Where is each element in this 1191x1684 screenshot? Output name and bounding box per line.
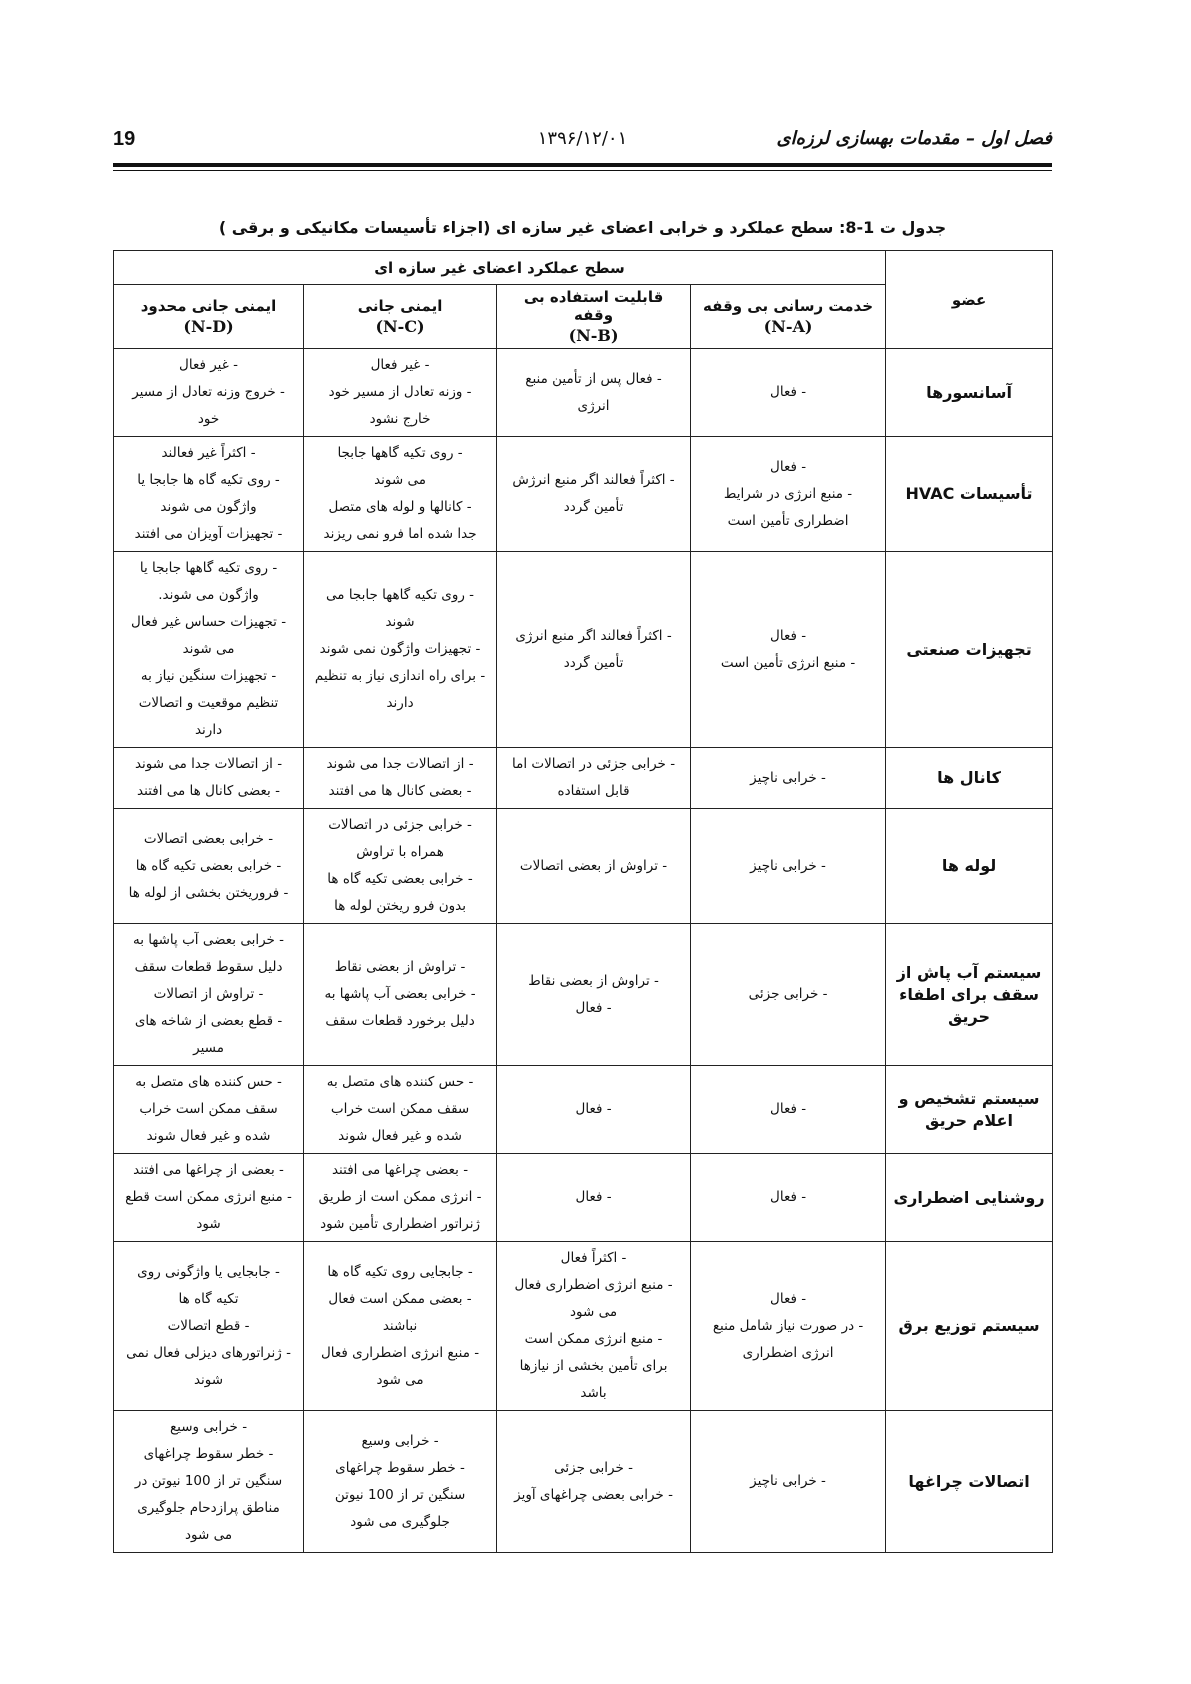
performance-cell <box>114 1066 304 1154</box>
performance-cell <box>114 924 304 1066</box>
level-header <box>497 285 691 349</box>
cell-line: اضطراری تأمین است <box>727 512 849 529</box>
cell-line: - بعضی کانال ها می افتند <box>328 783 472 799</box>
cell-line: - فعال <box>770 627 807 644</box>
level-code: (N-B) <box>568 326 619 345</box>
cell-line: - اکثراً فعال <box>560 1250 627 1266</box>
performance-cell <box>304 748 497 809</box>
cell-line: می شود <box>376 1371 424 1388</box>
page-number: 19 <box>113 128 136 150</box>
cell-line: - از اتصالات جدا می شوند <box>134 756 283 772</box>
performance-cell <box>304 437 497 552</box>
cell-line: - حس کننده های متصل به <box>326 1074 474 1090</box>
level-label: خدمت رسانی بی وقفه <box>703 297 874 315</box>
header-rule-thin <box>113 170 1052 171</box>
cell-line: - تجهیزات سنگین نیاز به <box>140 668 277 684</box>
cell-line: - فعال <box>575 999 612 1016</box>
performance-cell <box>497 349 691 437</box>
performance-cell <box>691 349 886 437</box>
cell-line: - خرابی ناچیز <box>750 857 826 874</box>
cell-line: ژنراتور اضطراری تأمین شود <box>320 1216 481 1232</box>
cell-line: مسیر <box>193 1040 224 1056</box>
cell-line: - غیر فعال <box>370 357 430 373</box>
cell-line: تنظیم موقعیت و اتصالات <box>138 695 279 711</box>
level-code: (N-A) <box>763 317 813 336</box>
level-header <box>691 285 886 349</box>
cell-line: - خطر سقوط چراغهای <box>143 1446 274 1462</box>
cell-line: - ژنراتورهای دیزلی فعال نمی <box>126 1344 291 1361</box>
header-rule-thick <box>113 163 1052 167</box>
performance-cell <box>497 1154 691 1242</box>
performance-cell <box>691 1066 886 1154</box>
cell-line: انرژی <box>577 397 610 414</box>
cell-line: بدون فرو ریختن لوله ها <box>334 898 466 914</box>
table-body <box>114 349 1053 1553</box>
cell-line: - انرژی ممکن است از طریق <box>318 1189 482 1205</box>
cell-line: - فعال <box>770 1189 807 1205</box>
performance-cell <box>114 349 304 437</box>
member-cell: روشنایی اضطراری <box>886 1154 1053 1242</box>
cell-line: واژگون می شوند <box>160 499 257 515</box>
performance-cell <box>691 748 886 809</box>
level-label: ایمنی جانی محدود <box>140 297 277 315</box>
table-row <box>114 924 1053 1066</box>
cell-line: - منبع انرژی اضطراری فعال <box>320 1344 480 1361</box>
table-row <box>114 1066 1053 1154</box>
performance-cell <box>114 1411 304 1553</box>
performance-cell <box>304 349 497 437</box>
cell-line: سقف ممکن است خراب <box>330 1101 470 1117</box>
performance-cell <box>497 552 691 748</box>
cell-line: - برای راه اندازی نیاز به تنظیم <box>314 668 486 684</box>
cell-line: - خرابی بعضی چراغهای آویز <box>514 1486 673 1503</box>
cell-line: دارند <box>194 722 223 738</box>
table-row <box>114 748 1053 809</box>
performance-cell <box>304 1154 497 1242</box>
cell-line: شوند <box>385 614 415 630</box>
cell-line: - بعضی ممکن است فعال <box>328 1290 472 1307</box>
cell-line: - خرابی وسیع <box>169 1419 248 1435</box>
cell-line: شود <box>196 1216 221 1232</box>
cell-line: - قطع اتصالات <box>167 1317 250 1334</box>
cell-line: - اکثراً فعالند اگر منبع انرژش <box>512 472 675 488</box>
performance-cell <box>114 552 304 748</box>
cell-line: - حس کننده های متصل به <box>135 1074 282 1090</box>
cell-line: - خرابی ناچیز <box>750 1473 826 1489</box>
performance-cell <box>114 1242 304 1411</box>
performance-cell <box>304 1411 497 1553</box>
cell-line: تأمین گردد <box>563 499 624 515</box>
member-cell: لوله ها <box>886 809 1053 924</box>
cell-line: - منبع انرژی در شرایط <box>723 485 853 502</box>
levels-header: سطح عملکرد اعضای غیر سازه ای <box>114 251 886 285</box>
cell-line: می شود <box>570 1304 618 1320</box>
cell-line: - فعال <box>575 1189 612 1205</box>
table-row <box>114 1154 1053 1242</box>
level-code: (N-D) <box>183 317 234 336</box>
cell-line: - فعال <box>575 1101 612 1117</box>
performance-cell <box>114 1154 304 1242</box>
cell-line: - تراوش از اتصالات <box>153 986 264 1002</box>
cell-line: - بعضی از چراغها می افتند <box>133 1162 284 1178</box>
header-date: ۱۳۹۶/۱۲/۰۱ <box>537 128 628 149</box>
cell-line: - تراوش از بعضی نقاط <box>528 972 659 989</box>
cell-line: - غیر فعال <box>179 357 238 373</box>
cell-line: شوند <box>193 1371 224 1388</box>
cell-line: - تراوش از بعضی اتصالات <box>519 857 668 874</box>
table-caption: جدول ت 1-8: سطح عملکرد و خرابی اعضای غیر سازه ای (اجزاء تأسیسات مکانیکی و برقی ) <box>218 218 947 237</box>
performance-cell <box>304 552 497 748</box>
table-row <box>114 809 1053 924</box>
cell-line: - تراوش از بعضی نقاط <box>334 959 466 975</box>
member-cell: سیستم توزیع برق <box>886 1242 1053 1411</box>
cell-line: - خرابی ناچیز <box>750 769 826 786</box>
level-label: قابلیت استفاده بی وقفه <box>523 288 664 324</box>
cell-line: - اکثراً فعالند اگر منبع انرژی <box>515 627 672 644</box>
cell-line: - خروج وزنه تعادل از مسیر <box>132 384 285 400</box>
member-cell: تأسیسات HVAC <box>886 437 1053 552</box>
cell-line: - روی تکیه گاه ها جابجا یا <box>137 472 280 488</box>
cell-line: باشد <box>580 1385 607 1401</box>
cell-line: - فعال <box>770 1101 807 1117</box>
cell-line: - تجهیزات واژگون نمی شوند <box>319 641 481 657</box>
cell-line: - خرابی جزئی <box>748 986 828 1002</box>
level-code: (N-C) <box>375 317 425 336</box>
cell-line: - خطر سقوط چراغهای <box>335 1459 465 1476</box>
cell-line: قابل استفاده <box>557 783 630 799</box>
cell-line: - روی تکیه گاهها جابجا <box>337 445 463 461</box>
performance-cell <box>691 1411 886 1553</box>
chapter-title: فصل اول – مقدمات بهسازی لرزه‌ای <box>776 128 1052 149</box>
cell-line: خود <box>197 411 220 427</box>
cell-line: تأمین گردد <box>563 654 624 671</box>
level-header <box>304 285 497 349</box>
cell-line: - منبع انرژی ممکن است قطع <box>125 1189 292 1205</box>
cell-line: - منبع انرژی ممکن است <box>524 1331 663 1347</box>
performance-cell <box>691 552 886 748</box>
cell-line: - خرابی بعضی آب پاشها به <box>324 986 476 1002</box>
cell-line: شده و غیر فعال شوند <box>338 1128 462 1144</box>
cell-line: مناطق پرازدحام جلوگیری <box>137 1500 280 1516</box>
performance-cell <box>114 748 304 809</box>
cell-line: سقف ممکن است خراب <box>139 1101 278 1117</box>
table-row <box>114 1242 1053 1411</box>
performance-cell <box>497 748 691 809</box>
member-cell: تجهیزات صنعتی <box>886 552 1053 748</box>
performance-table <box>113 250 1053 1553</box>
cell-line: - فعال <box>770 458 807 475</box>
cell-line: - خرابی بعضی آب پاشها به <box>132 932 285 948</box>
table-row <box>114 1411 1053 1553</box>
cell-line: همراه با تراوش <box>356 844 444 860</box>
cell-line: - منبع انرژی اضطراری فعال <box>514 1277 673 1293</box>
cell-line: - فروریختن بخشی از لوله ها <box>128 884 289 901</box>
cell-line: - قطع بعضی از شاخه های <box>134 1013 283 1029</box>
cell-line: - خرابی جزئی <box>554 1459 633 1476</box>
cell-line: - در صورت نیاز شامل منبع <box>712 1317 864 1334</box>
cell-line: - فعال <box>770 1290 807 1307</box>
performance-cell <box>497 924 691 1066</box>
table-row <box>114 552 1053 748</box>
cell-line: - تجهیزات آویزان می افتند <box>134 526 283 542</box>
cell-line: برای تأمین بخشی از نیازها <box>519 1358 668 1374</box>
cell-line: سنگین تر از 100 نیوتن <box>334 1486 466 1503</box>
member-cell: اتصالات چراغها <box>886 1411 1053 1553</box>
table-row <box>114 349 1053 437</box>
cell-line: سنگین تر از 100 نیوتن در <box>134 1473 283 1489</box>
cell-line: جدا شده اما فرو نمی ریزند <box>323 526 477 542</box>
cell-line: واژگون می شوند. <box>158 587 259 603</box>
cell-line: دلیل برخورد قطعات سقف <box>325 1013 475 1029</box>
cell-line: - خرابی وسیع <box>361 1432 439 1449</box>
cell-line: دلیل سقوط قطعات سقف <box>134 959 283 975</box>
cell-line: - از اتصالات جدا می شوند <box>326 756 474 772</box>
performance-cell <box>691 809 886 924</box>
cell-line: - جابجایی روی تکیه گاه ها <box>327 1263 473 1280</box>
cell-line: - فعال پس از تأمین منبع <box>525 370 662 387</box>
performance-cell <box>304 924 497 1066</box>
performance-cell <box>114 437 304 552</box>
cell-line: - خرابی بعضی اتصالات <box>143 830 274 847</box>
cell-line: - روی تکیه گاهها جابجا می <box>326 587 475 603</box>
member-cell: سیستم تشخیص و اعلام حریق <box>886 1066 1053 1154</box>
performance-cell <box>691 437 886 552</box>
cell-line: می شود <box>184 1527 233 1543</box>
performance-cell <box>497 437 691 552</box>
cell-line: - روی تکیه گاهها جابجا یا <box>139 560 278 576</box>
cell-line: انرژی اضطراری <box>742 1344 834 1361</box>
cell-line: - خرابی جزئی در اتصالات <box>328 817 472 833</box>
performance-cell <box>691 1154 886 1242</box>
member-cell: آسانسورها <box>886 349 1053 437</box>
performance-cell <box>497 1242 691 1411</box>
performance-cell <box>304 809 497 924</box>
performance-cell <box>304 1242 497 1411</box>
cell-line: - کانالها و لوله های متصل <box>328 499 472 515</box>
member-cell: سیستم آب پاش از سقف برای اطفاء حریق <box>886 924 1053 1066</box>
performance-cell <box>691 1242 886 1411</box>
member-header: عضو <box>886 251 1053 349</box>
cell-line: - تجهیزات حساس غیر فعال <box>130 614 287 630</box>
level-label: ایمنی جانی <box>357 297 443 315</box>
performance-cell <box>497 809 691 924</box>
cell-line: دارند <box>386 695 414 711</box>
cell-line: تکیه گاه ها <box>178 1290 239 1307</box>
member-cell: کانال ها <box>886 748 1053 809</box>
cell-line: - بعضی کانال ها می افتند <box>137 783 280 799</box>
cell-line: می شوند <box>374 472 426 488</box>
cell-line: - خرابی بعضی تکیه گاه ها <box>135 857 282 874</box>
performance-cell <box>497 1411 691 1553</box>
cell-line: - جابجایی یا واژگونی روی <box>137 1263 280 1280</box>
performance-cell <box>497 1066 691 1154</box>
cell-line: - وزنه تعادل از مسیر خود <box>328 384 472 400</box>
cell-line: شده و غیر فعال شوند <box>146 1128 271 1144</box>
performance-cell <box>691 924 886 1066</box>
cell-line: - منبع انرژی تأمین است <box>720 654 856 671</box>
cell-line: - بعضی چراغها می افتند <box>331 1162 469 1178</box>
cell-line: - اکثراً غیر فعالند <box>161 445 256 461</box>
cell-line: - خرابی جزئی در اتصالات اما <box>512 756 676 772</box>
cell-line: جلوگیری می شود <box>350 1513 450 1530</box>
table-row <box>114 437 1053 552</box>
cell-line: - فعال <box>770 384 807 400</box>
cell-line: نباشند <box>382 1317 418 1334</box>
cell-line: - خرابی بعضی تکیه گاه ها <box>327 871 473 887</box>
cell-line: می شوند <box>182 641 235 657</box>
performance-cell <box>304 1066 497 1154</box>
level-header <box>114 285 304 349</box>
cell-line: خارج نشود <box>369 411 431 427</box>
page-header <box>113 128 1052 168</box>
performance-cell <box>114 809 304 924</box>
